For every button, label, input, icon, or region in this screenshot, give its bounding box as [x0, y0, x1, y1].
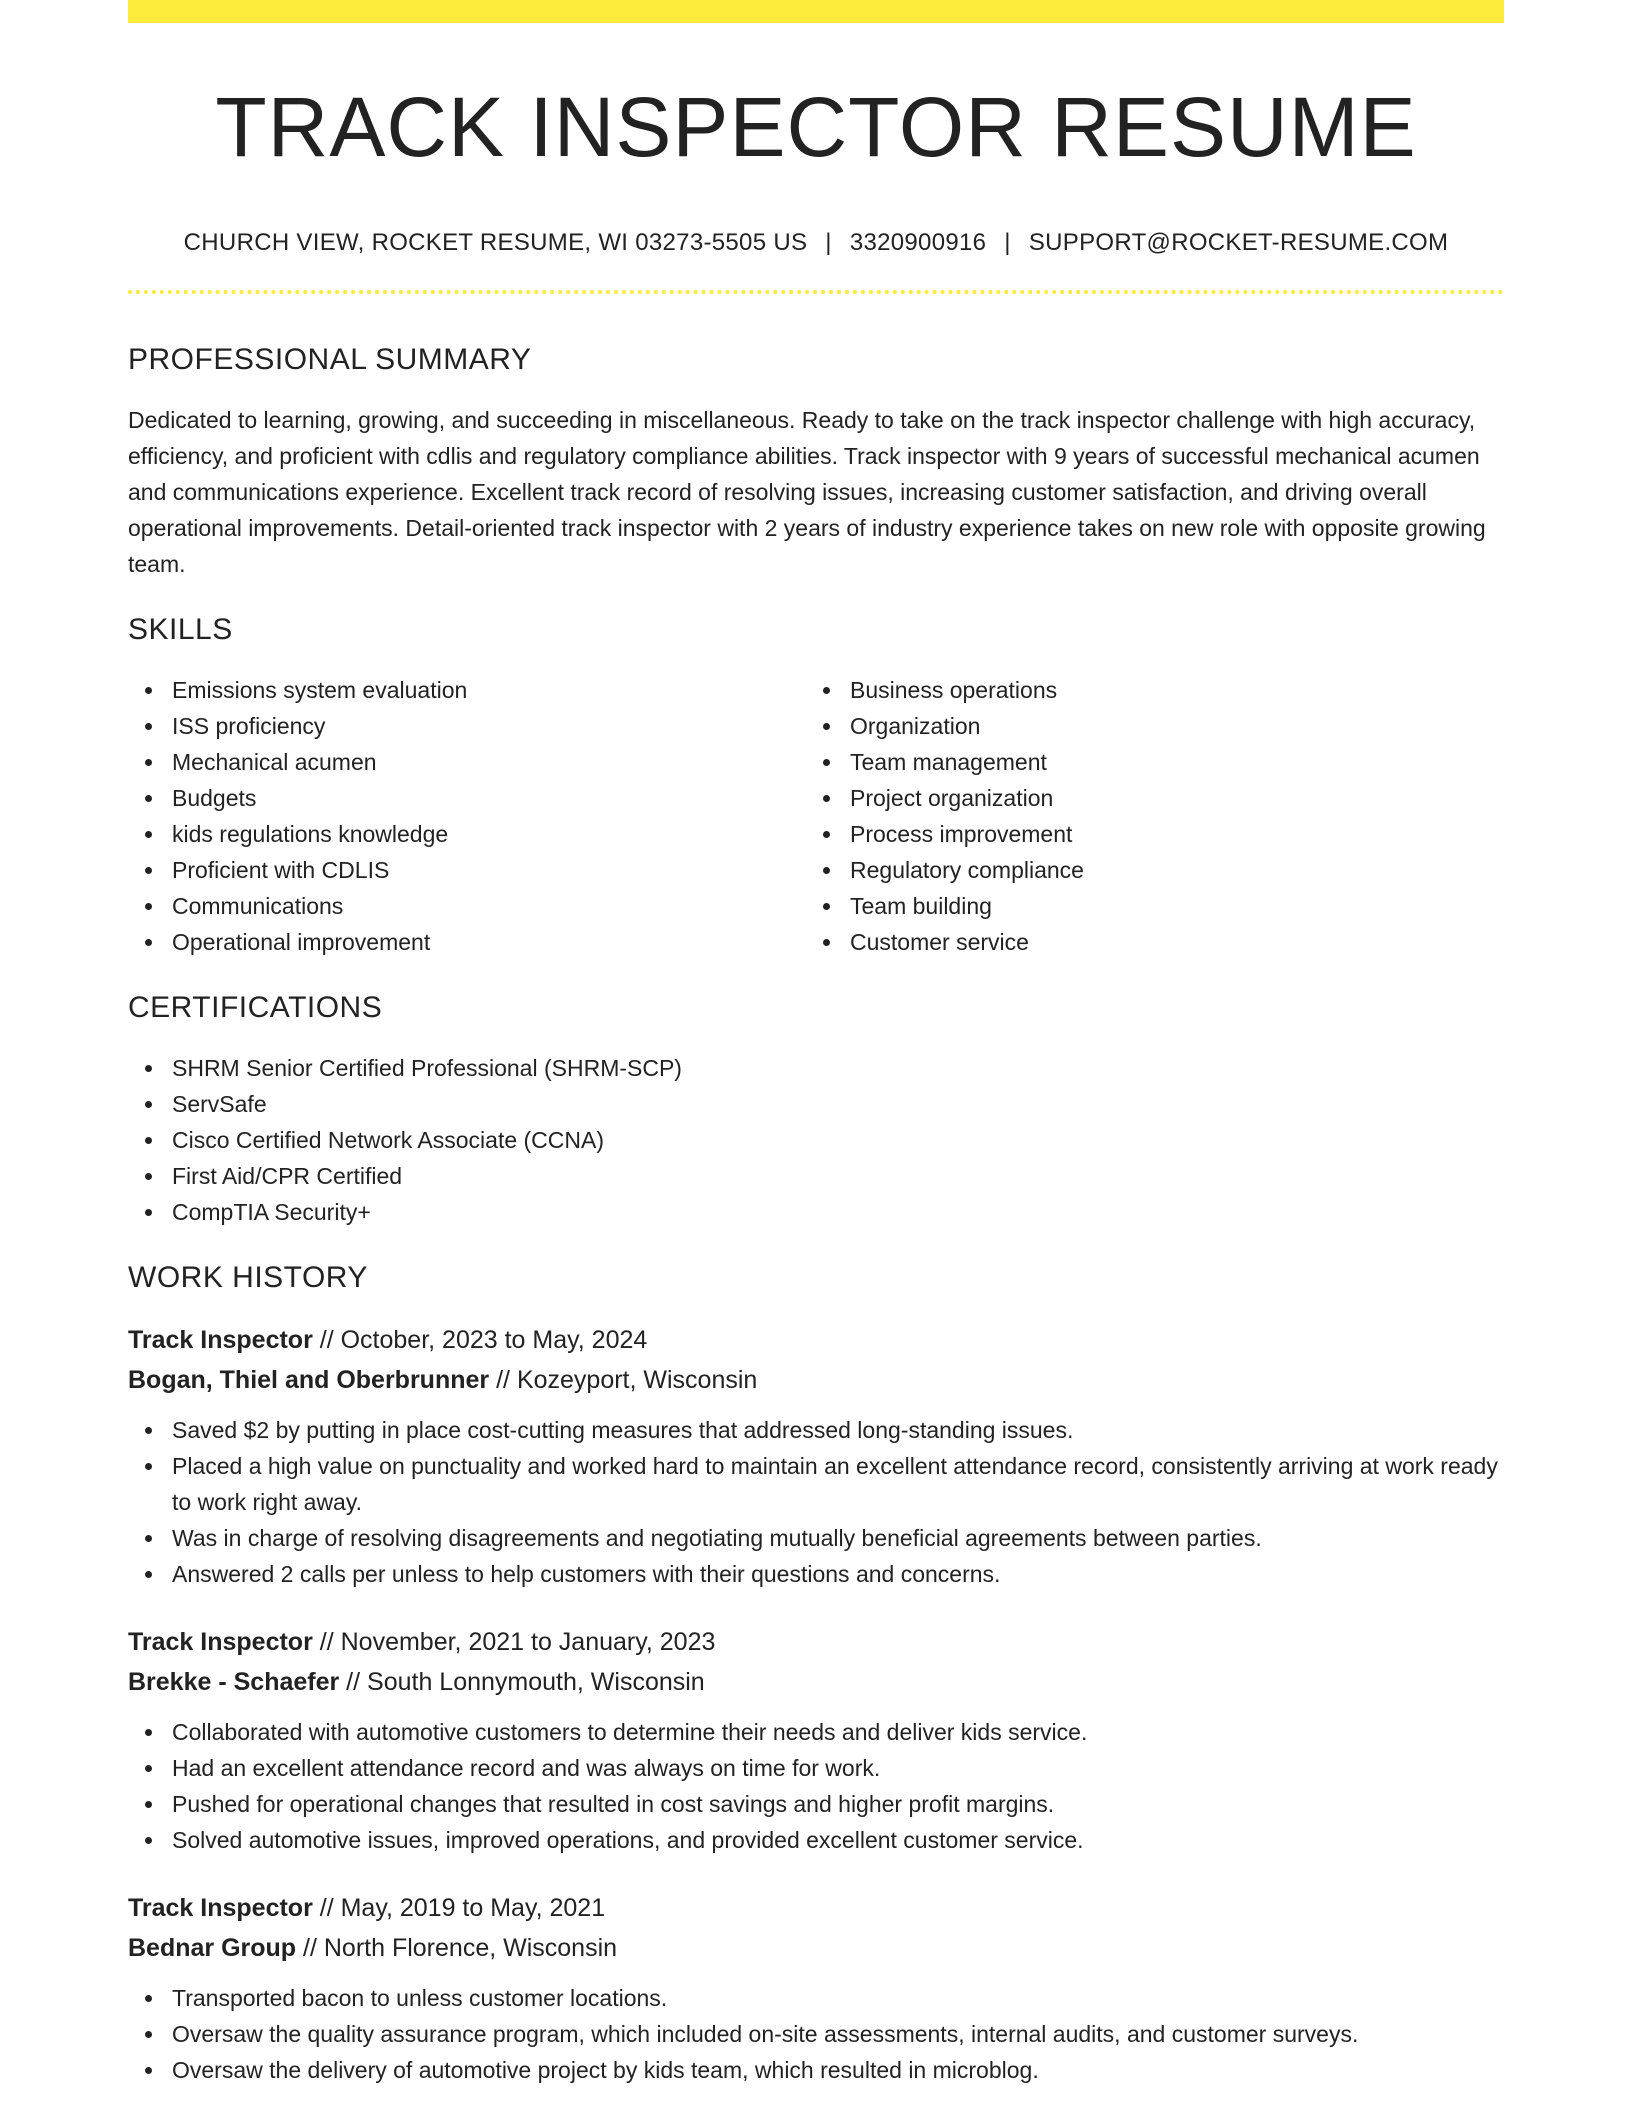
job-dates: May, 2019 to May, 2021	[340, 1893, 606, 1922]
certification-item: First Aid/CPR Certified	[128, 1158, 1504, 1194]
skill-item: Organization	[806, 708, 1484, 744]
skill-item: Mechanical acumen	[128, 744, 806, 780]
skill-item: Operational improvement	[128, 924, 806, 960]
skill-item: Business operations	[806, 672, 1484, 708]
job-title-line	[128, 1622, 1504, 1662]
work-history-heading: WORK HISTORY	[128, 1260, 368, 1294]
job-title: Track Inspector	[128, 1627, 313, 1656]
job-dates: October, 2023 to May, 2024	[340, 1325, 648, 1354]
contact-email: SUPPORT@ROCKET-RESUME.COM	[1028, 229, 1449, 256]
skills-grid	[128, 672, 1504, 960]
job-bullet: Collaborated with automotive customers to determine their needs and deliver kids service.	[128, 1714, 1504, 1750]
skill-item: Proficient with CDLIS	[128, 852, 806, 888]
job-company-line	[128, 1662, 1504, 1702]
certifications-heading: CERTIFICATIONS	[128, 990, 383, 1024]
job-bullet: Solved automotive issues, improved operations, and provided excellent customer service.	[128, 1822, 1504, 1858]
contact-address: CHURCH VIEW, ROCKET RESUME, WI 03273-5505 US	[183, 229, 808, 256]
certification-item: CompTIA Security+	[128, 1194, 1504, 1230]
job-company: Bednar Group	[128, 1933, 297, 1962]
skill-item: Emissions system evaluation	[128, 672, 806, 708]
job-dates: November, 2021 to January, 2023	[340, 1627, 716, 1656]
job-bullet: Oversaw the quality assurance program, which included on-site assessments, internal audits, and customer surveys.	[128, 2016, 1504, 2052]
job-entry	[128, 1888, 1504, 2088]
job-location: Kozeyport, Wisconsin	[516, 1365, 758, 1394]
job-bullets	[128, 1412, 1504, 1592]
skill-item: kids regulations knowledge	[128, 816, 806, 852]
certification-item: SHRM Senior Certified Professional (SHRM-SCP)	[128, 1050, 1504, 1086]
skills-list-left	[128, 672, 806, 960]
job-divider: //	[312, 1325, 341, 1354]
job-location: South Lonnymouth, Wisconsin	[367, 1667, 705, 1696]
skill-item: Communications	[128, 888, 806, 924]
contact-phone: 3320900916	[849, 229, 987, 256]
job-title: Track Inspector	[128, 1325, 313, 1354]
skill-item: Team building	[806, 888, 1484, 924]
job-bullet: Had an excellent attendance record and was always on time for work.	[128, 1750, 1504, 1786]
skill-item: Customer service	[806, 924, 1484, 960]
resume-title: TRACK INSPECTOR RESUME	[215, 80, 1417, 174]
certification-item: ServSafe	[128, 1086, 1504, 1122]
skill-item: Team management	[806, 744, 1484, 780]
skill-item: ISS proficiency	[128, 708, 806, 744]
job-bullet: Was in charge of resolving disagreements and negotiating mutually beneficial agreements between parties.	[128, 1520, 1504, 1556]
contact-separator: |	[1004, 229, 1011, 256]
job-title-line	[128, 1888, 1504, 1928]
resume-page	[128, 0, 1504, 2088]
skill-item: Project organization	[806, 780, 1484, 816]
skill-item: Regulatory compliance	[806, 852, 1484, 888]
job-entry	[128, 1622, 1504, 1858]
dotted-divider	[128, 290, 1504, 294]
contact-separator: |	[825, 229, 832, 256]
job-company: Brekke - Schaefer	[128, 1667, 340, 1696]
contact-line	[128, 229, 1504, 258]
job-company-line	[128, 1928, 1504, 1968]
job-bullet: Answered 2 calls per unless to help customers with their questions and concerns.	[128, 1556, 1504, 1592]
certification-item: Cisco Certified Network Associate (CCNA)	[128, 1122, 1504, 1158]
job-bullet: Pushed for operational changes that resulted in cost savings and higher profit margins.	[128, 1786, 1504, 1822]
job-divider: //	[339, 1667, 368, 1696]
skills-list-right	[806, 672, 1484, 960]
job-divider: //	[312, 1893, 341, 1922]
summary-text: Dedicated to learning, growing, and succeeding in miscellaneous. Ready to take on the track inspector challenge with high accuracy, efficiency, and proficient with cdlis and regulatory compliance abilities. Track inspector with 9 years of successful mechanical acumen and communications experience. Excellent track record of resolving issues, increasing customer satisfaction, and driving overall operational improvements. Detail-oriented track inspector with 2 years of industry experience takes on new role with opposite growing team.	[128, 406, 1486, 577]
skill-item: Process improvement	[806, 816, 1484, 852]
certifications-list	[128, 1050, 1504, 1230]
job-bullets	[128, 1714, 1504, 1858]
job-divider: //	[312, 1627, 341, 1656]
job-company-line	[128, 1360, 1504, 1400]
job-location: North Florence, Wisconsin	[323, 1933, 618, 1962]
accent-top-bar	[128, 0, 1504, 23]
summary-heading: PROFESSIONAL SUMMARY	[128, 342, 532, 376]
job-bullet: Placed a high value on punctuality and worked hard to maintain an excellent attendance record, consistently arriving at work ready to work right away.	[128, 1448, 1504, 1520]
job-bullets	[128, 1980, 1504, 2088]
job-title-line	[128, 1320, 1504, 1360]
job-bullet: Saved $2 by putting in place cost-cutting measures that addressed long-standing issues.	[128, 1412, 1504, 1448]
skill-item: Budgets	[128, 780, 806, 816]
job-title: Track Inspector	[128, 1893, 313, 1922]
job-company: Bogan, Thiel and Oberbrunner	[128, 1365, 490, 1394]
job-divider: //	[489, 1365, 517, 1394]
job-bullet: Oversaw the delivery of automotive project by kids team, which resulted in microblog.	[128, 2052, 1504, 2088]
skills-heading: SKILLS	[128, 612, 233, 646]
job-bullet: Transported bacon to unless customer locations.	[128, 1980, 1504, 2016]
job-entry	[128, 1320, 1504, 1592]
job-divider: //	[296, 1933, 324, 1962]
